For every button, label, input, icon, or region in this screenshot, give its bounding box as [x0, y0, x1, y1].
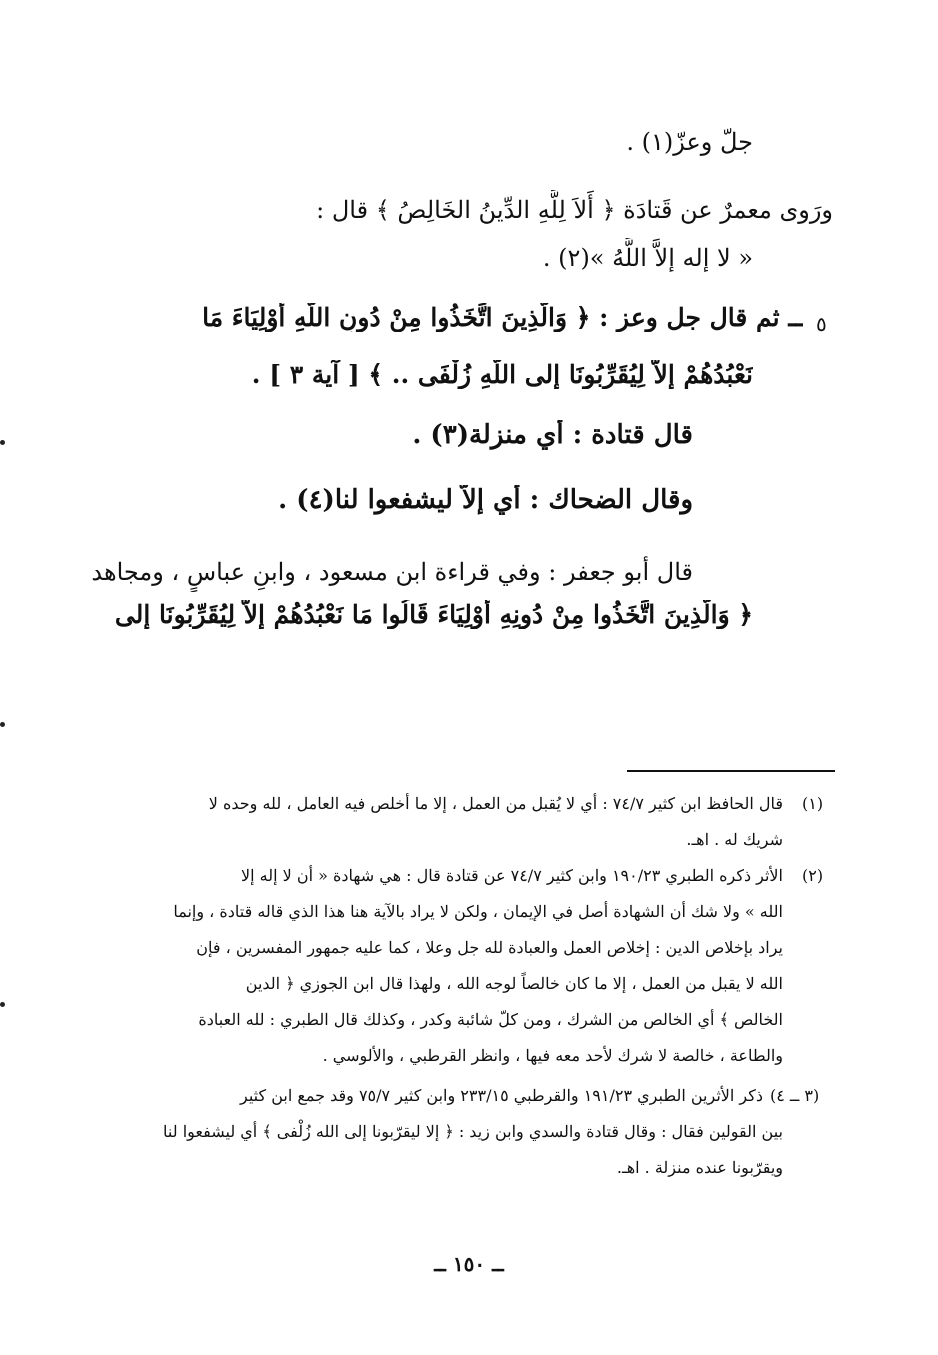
footnote-1-line-2: شريك له . اهـ.: [686, 830, 783, 849]
footnote-separator: [627, 770, 835, 772]
footnote-2-line-5: الخالص ﴾ أي الخالص من الشرك ، ومن كلّ شائبة وكدر ، وكذلك قال الطبري : لله العبادة: [198, 1010, 783, 1029]
footnote-2-line-4: الله لا يقبل من العمل ، إلا ما كان خالصاً لوجه الله ، ولهذا قال ابن الجوزي ﴿ الدين: [245, 974, 783, 993]
item-number-5: ٥: [816, 312, 827, 336]
main-line-4: ــ ثم قال جل وعز : ﴿ وَالَّذِينَ اتَّخَذُوا مِنْ دُونِ اللَّهِ أَوْلِيَاءَ مَا: [202, 303, 803, 332]
footnote-2-line-1: الأثر ذكره الطبري ١٩٠/٢٣ وابن كثير ٧٤/٧ عن قتادة قال : هي شهادة « أن لا إله إلا: [241, 866, 783, 885]
footnote-2-line-2: الله » ولا شك أن الشهادة أصل في الإيمان ، ولكن لا يراد بالآية هنا هذا الذي قاله قتادة ، وإنما: [173, 902, 783, 921]
footnote-number-2: (٢): [802, 866, 824, 885]
footnote-3-line-3: ويقرّبونا عنده منزلة . اهـ.: [616, 1158, 783, 1177]
main-line-7: وقال الضحاك : أي إلاَّ ليشفعوا لنا(٤) .: [278, 485, 693, 515]
footnote-number-3-4: (٣ ــ ٤): [770, 1086, 820, 1105]
footnote-3-line-1: ذكر الأثرين الطبري ١٩١/٢٣ والقرطبي ٢٣٣/١٥ وابن كثير ٧٥/٧ وقد جمع ابن كثير: [240, 1086, 763, 1105]
main-line-5: نَعْبُدُهُمْ إلاَّ لِيُقَرِّبُونَا إلى اللَّهِ زُلْفَى .. ﴾ [ آية ٣ ] .: [251, 360, 753, 389]
main-line-3: « لا إله إلاَّ اللَّهُ »(٢) .: [542, 244, 753, 272]
footnote-2-line-3: يراد بإخلاص الدين : إخلاص العمل والعبادة لله جل وعلا ، كما عليه جمهور المفسرين ، فإن: [196, 938, 783, 957]
footnote-1-line-1: قال الحافظ ابن كثير ٧٤/٧ : أي لا يُقبل من العمل ، إلا ما أخلص فيه العامل ، لله وحده لا: [208, 794, 783, 813]
main-line-1: جلّ وعزّ(١) .: [626, 128, 753, 156]
main-line-6: قال قتادة : أي منزلة(٣) .: [412, 420, 693, 450]
scan-mark: [0, 440, 5, 445]
footnote-number-1: (١): [802, 794, 824, 813]
main-line-2: ورَوى معمرٌ عن قَتادَة ﴿ أَلاَ لِلَّهِ الدِّينُ الخَالِصُ ﴾ قال :: [316, 196, 833, 224]
main-line-9: ﴿ وَالَّذِينَ اتَّخَذُوا مِنْ دُونِهِ أَوْلِيَاءَ قَالُوا مَا نَعْبُدُهُمْ إلاَّ لِيُقَرِّبُونَا إلى: [114, 600, 753, 629]
main-line-8: قال أبو جعفر : وفي قراءة ابن مسعود ، وابنِ عباسٍ ، ومجاهد: [91, 558, 693, 586]
footnote-2-line-6: والطاعة ، خالصة لا شرك لأحد معه فيها ، وانظر القرطبي ، والألوسي .: [322, 1046, 783, 1065]
page-number: ــ ١٥٠ ــ: [434, 1252, 504, 1276]
scan-mark: [0, 1002, 5, 1007]
footnote-3-line-2: بين القولين فقال : وقال قتادة والسدي وابن زيد : ﴿ إلا ليقرّبونا إلى الله زُلْفى ﴾ أي ليشفعوا لنا: [163, 1122, 783, 1141]
scan-mark: [0, 722, 5, 727]
